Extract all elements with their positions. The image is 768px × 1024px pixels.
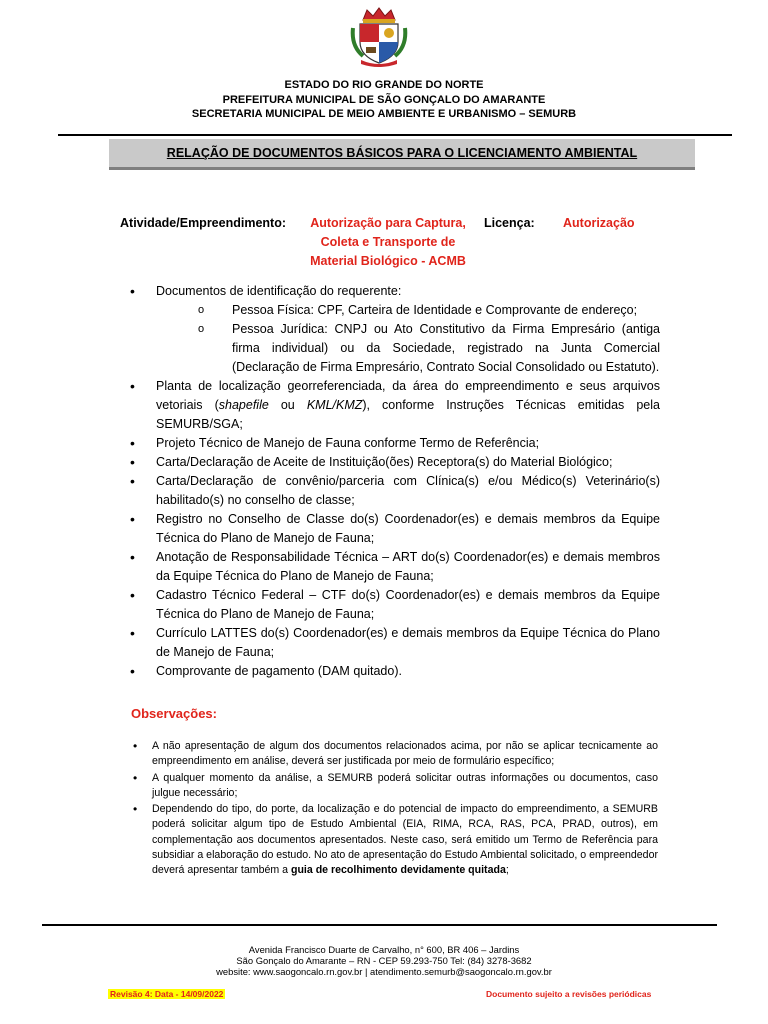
list-item-text: ou: [268, 398, 307, 412]
list-item: [130, 282, 660, 377]
observation-item: • A não apresentação de algum dos documentos relacionados acima, por não se aplicar tecnicamente ao empreendimento em análise, deverá ser justificada por meio de formulário específico;: [131, 739, 658, 770]
observation-text: ;: [505, 864, 509, 877]
list-item: • Registro no Conselho de Classe do(s) Coordenador(es) e demais membros da Equipe Técnica do Plano de Manejo de Fauna;: [130, 510, 660, 548]
footer-address: Avenida Francisco Duarte de Carvalho, n° 600, BR 406 – Jardins: [248, 944, 520, 955]
footer-web: website: www.saogoncalo.rn.gov.br | atendimento.semurb@saogoncalo.rn.gov.br: [216, 966, 552, 977]
revision-note: Documento sujeito a revisões periódicas: [486, 989, 652, 999]
license-value: Autorização: [563, 216, 635, 230]
license-label: Licença:: [484, 216, 535, 230]
list-item: • Cadastro Técnico Federal – CTF do(s) Coordenador(es) e demais membros da Equipe Técnica do Plano de Manejo de Fauna;: [130, 586, 660, 624]
sub-list-item: o Pessoa Jurídica: CNPJ ou Ato Constitutivo da Firma Empresário (antiga firma individual) ou da Sociedade, registrado na Junta Comercial (Declaração de Firma Empresário, Contrato Social Consolidado ou Estatuto).: [186, 320, 660, 377]
title-box: [109, 139, 695, 170]
kml-term: KML/KMZ: [306, 398, 363, 412]
header-secretariat: SECRETARIA MUNICIPAL DE MEIO AMBIENTE E URBANISMO – SEMURB: [191, 108, 577, 120]
footer-city: São Gonçalo do Amarante – RN - CEP 59.293-750 Tel: (84) 3278-3682: [236, 955, 532, 966]
activity-value-line2: Coleta e Transporte de: [320, 235, 456, 249]
activity-value: [296, 214, 480, 271]
observation-bold-text: guia de recolhimento devidamente quitada: [290, 864, 506, 877]
documents-list: [130, 282, 660, 681]
header-state: ESTADO DO RIO GRANDE DO NORTE: [284, 79, 484, 91]
list-item: • Carta/Declaração de convênio/parceria com Clínica(s) e/ou Médico(s) Veterinário(s) habilitado(s) no conselho de classe;: [130, 472, 660, 510]
revision-badge: Revisão 4: Data - 14/09/2022: [110, 989, 224, 999]
header-divider: [58, 134, 732, 136]
header-prefecture: PREFEITURA MUNICIPAL DE SÃO GONÇALO DO AMARANTE: [222, 94, 546, 106]
sub-list-item: o Pessoa Física: CPF, Carteira de Identidade e Comprovante de endereço;: [186, 301, 660, 320]
observations-title: Observações:: [131, 706, 217, 721]
activity-value-line1: Autorização para Captura,: [310, 216, 466, 230]
list-item-text: Planta de localização georreferenciada, da área do empreendimento e seus arquivos vetoriais (: [156, 379, 660, 412]
activity-value-line3: Material Biológico - ACMB: [310, 254, 466, 268]
list-item: [130, 377, 660, 434]
page-title: RELAÇÃO DE DOCUMENTOS BÁSICOS PARA O LICENCIAMENTO AMBIENTAL: [166, 146, 638, 160]
municipal-coat-of-arms-icon: [349, 6, 409, 70]
sub-list: [156, 301, 660, 377]
observation-text: Dependendo do tipo, do porte, da localização e do potencial de impacto do empreendimento, a SEMURB poderá solicitar algum tipo de Estudo Ambiental (EIA, RIMA, RCA, RAS, PCA, PRAD, outros), em complementação aos documentos apresentados. Neste caso, será emitido um Termo de Referência para subsidiar a elaboração do estudo. No ato de apresentação do Estudo Ambiental solicitado, o empreendedor deverá apresentar também a: [152, 803, 658, 877]
footer-divider: [42, 924, 717, 926]
observation-item: [131, 802, 658, 878]
observation-item: • A qualquer momento da análise, a SEMURB poderá solicitar outras informações ou documentos, caso julgue necessário;: [131, 771, 658, 802]
activity-label: Atividade/Empreendimento:: [120, 216, 286, 230]
list-item-text: Documentos de identificação do requerente:: [156, 284, 402, 298]
list-item: • Carta/Declaração de Aceite de Instituição(ões) Receptora(s) do Material Biológico;: [130, 453, 660, 472]
list-item: • Anotação de Responsabilidade Técnica – ART do(s) Coordenador(es) e demais membros da Equipe Técnica do Plano de Manejo de Fauna;: [130, 548, 660, 586]
list-item-text: ), conforme Instruções Técnicas emitidas pela SEMURB/SGA;: [156, 398, 660, 431]
observations-list: [131, 739, 658, 880]
list-item: • Projeto Técnico de Manejo de Fauna conforme Termo de Referência;: [130, 434, 660, 453]
shapefile-term: shapefile: [218, 398, 269, 412]
list-item: • Currículo LATTES do(s) Coordenador(es) e demais membros da Equipe Técnica do Plano de Manejo de Fauna;: [130, 624, 660, 662]
list-item: • Comprovante de pagamento (DAM quitado).: [130, 662, 660, 681]
